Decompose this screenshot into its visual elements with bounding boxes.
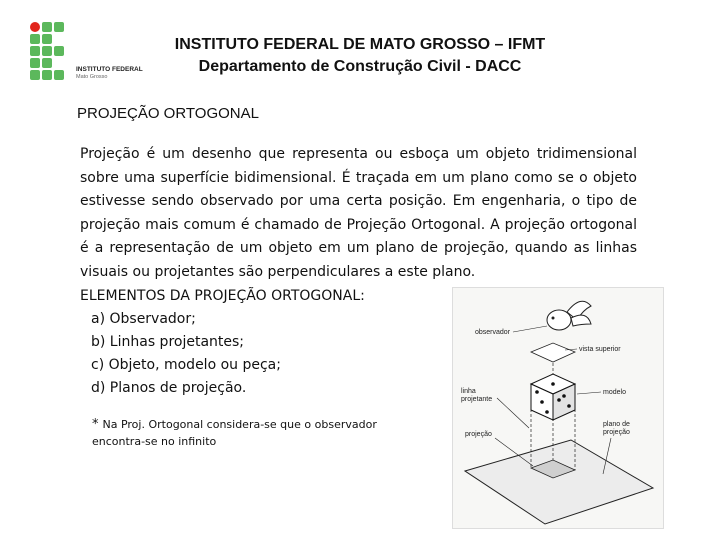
logo-red-dot: [30, 22, 40, 32]
label-observador: observador: [475, 329, 511, 336]
ifmt-logo: [30, 22, 142, 84]
leader-line: [577, 392, 601, 394]
leader-line: [497, 398, 529, 428]
label-linha: linha: [461, 388, 476, 395]
logo-square: [42, 34, 52, 44]
projection-plane: [465, 440, 653, 524]
list-item: c) Objeto, modelo ou peça;: [91, 357, 281, 373]
logo-square: [42, 58, 52, 68]
logo-square: [42, 22, 52, 32]
logo-square: [42, 70, 52, 80]
label-plano-projecao: projeção: [603, 429, 630, 436]
logo-square: [54, 70, 64, 80]
die-pip: [540, 400, 544, 404]
projection-diagram: [453, 288, 663, 528]
section-title: PROJEÇÃO ORTOGONAL: [77, 105, 259, 122]
label-modelo: modelo: [603, 389, 626, 396]
die-pip: [567, 404, 571, 408]
elements-title: ELEMENTOS DA PROJEÇÃO ORTOGONAL:: [80, 288, 365, 304]
list-item: a) Observador;: [91, 311, 196, 327]
logo-square: [30, 46, 40, 56]
institution-name: INSTITUTO FEDERAL DE MATO GROSSO – IFMT: [174, 36, 546, 53]
label-projecao: projeção: [465, 431, 492, 438]
list-item: b) Linhas projetantes;: [91, 334, 245, 350]
label-projetante: projetante: [461, 396, 493, 403]
observer-wing: [571, 315, 591, 326]
leader-line: [513, 326, 547, 332]
footnote-text: Na Proj. Ortogonal considera-se que o observador encontra-se no infinito: [92, 418, 377, 448]
top-view-square: [531, 343, 575, 362]
footnote: [92, 416, 402, 450]
observer-eye: [552, 317, 555, 320]
footnote-star: *: [92, 417, 99, 432]
label-plano-de: plano de: [603, 421, 630, 428]
projection-illustration: [452, 287, 664, 529]
label-vista-superior: vista superior: [579, 346, 621, 353]
elements-list: [80, 285, 365, 400]
logo-square: [42, 46, 52, 56]
die-pip: [551, 382, 555, 386]
die-pip: [535, 390, 539, 394]
department-name: Departamento de Construção Civil - DACC: [198, 58, 522, 75]
logo-subtext: Mato Grosso: [76, 74, 108, 80]
logo-square: [30, 70, 40, 80]
observer-figure: [547, 310, 571, 330]
logo-square: [30, 34, 40, 44]
logo-square: [54, 22, 64, 32]
document-header: [150, 34, 570, 78]
definition-paragraph: Projeção é um desenho que representa ou esboça um objeto tridimensional sobre uma superfície bidimensional. É traçada em um plano como se o objeto estivesse sendo observado por uma certa posição. Em engenharia, o tipo de projeção mais comum é chamado de Projeção Ortogonal. A projeção ortogonal é a representação de um objeto em um plano de projeção, quando as linhas visuais ou projetantes são perpendiculares a este plano.: [80, 146, 637, 280]
die-pip: [545, 410, 549, 414]
die-pip: [557, 398, 561, 402]
logo-square: [30, 58, 40, 68]
list-item: d) Planos de projeção.: [91, 380, 247, 396]
logo-text: INSTITUTO FEDERAL: [76, 66, 143, 73]
logo-square: [54, 46, 64, 56]
die-pip: [562, 394, 566, 398]
